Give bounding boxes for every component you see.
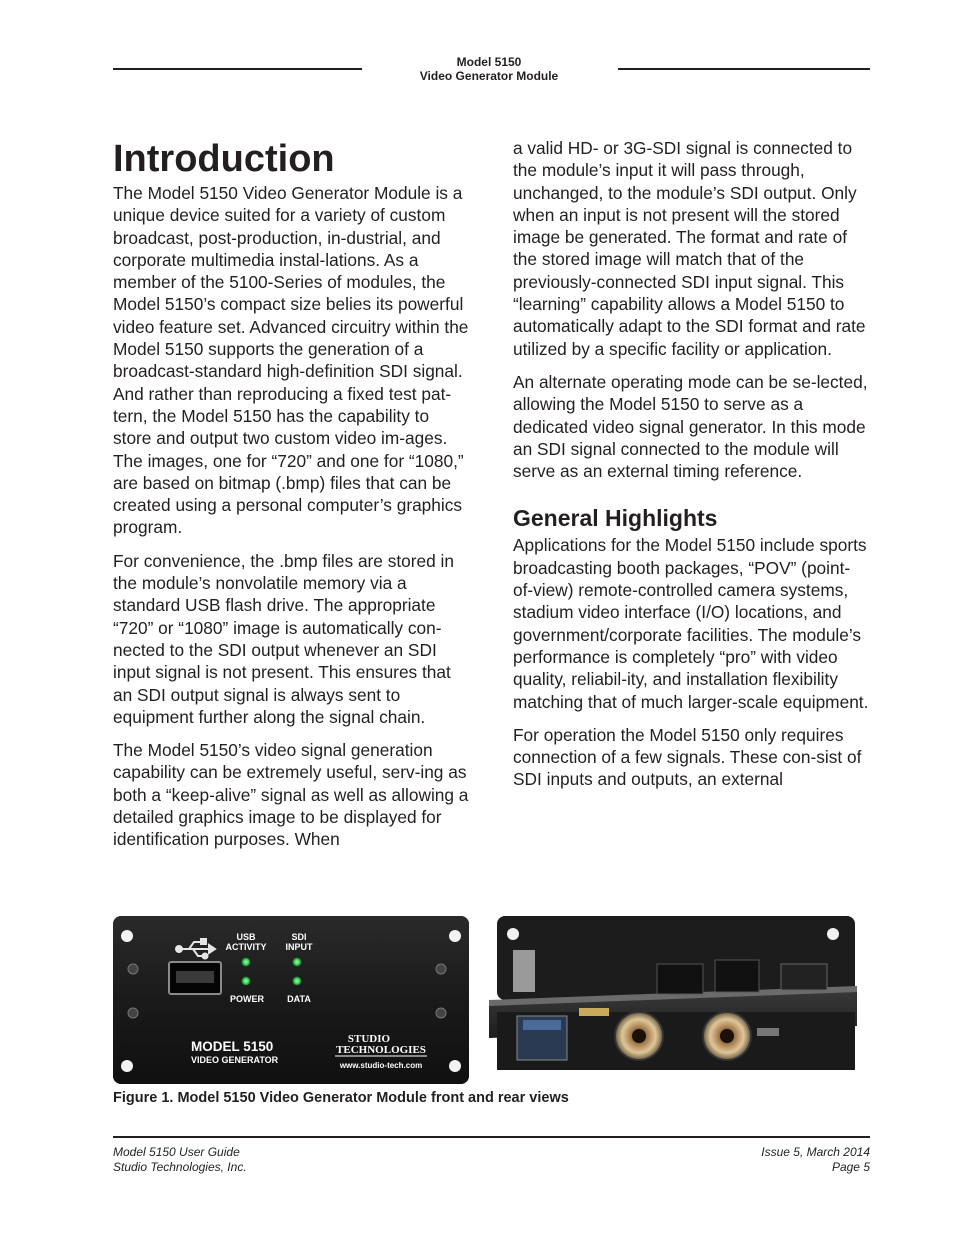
mounting-hole-icon	[449, 930, 461, 942]
intro-paragraph-3: The Model 5150’s video signal generation capability can be extremely useful, serv-ing as both a “keep-alive” signal as well as allowing a detailed graphics image to be displayed for identification purposes. When	[113, 740, 469, 850]
section-heading-general-highlights: General Highlights	[513, 505, 718, 532]
intro-paragraph-4: a valid HD- or 3G-SDI signal is connected to the module’s input it will pass through, unchanged, to the module’s SDI output. Only when an input is not present will the stored image be generated. The format and rate of the stored image will match that of the previously-connected SDI input signal. This “learning” capability allows a Model 5150 to automatically adapt to the SDI format and rate utilized by a specific facility or application.	[513, 138, 866, 359]
screw-icon	[436, 1008, 446, 1018]
led-power-icon	[242, 977, 251, 986]
highlights-paragraph-1: Applications for the Model 5150 include sports broadcasting booth packages, “POV” (point-of-view) remote-controlled camera systems, stadium video interface (I/O) locations, and government/corporate facilities. The module’s performance is completely “pro” with video quality, reliabil-ity, and installation flexibility matching that of much larger-scale equipment.	[513, 535, 869, 712]
header-rule-right	[618, 68, 870, 70]
footer-issue: Issue 5, March 2014	[761, 1145, 870, 1159]
brand-url: www.studio-tech.com	[339, 1061, 423, 1070]
brand-studio: STUDIO	[347, 1033, 391, 1045]
right-column	[513, 137, 869, 802]
footer-page-number: Page 5	[831, 1160, 870, 1174]
rear-panel-illustration	[489, 916, 857, 1084]
rear-panel-photo	[489, 916, 857, 1084]
header-model: Model 5150	[456, 55, 522, 69]
label-usb: USB	[236, 932, 256, 942]
led-usb-activity-icon	[242, 958, 251, 967]
header-product: Video Generator Module	[419, 69, 559, 83]
mounting-hole-icon	[121, 930, 133, 942]
mounting-hole-icon	[449, 1060, 461, 1072]
dip-switch-icon	[781, 964, 827, 990]
footer-rule	[113, 1136, 870, 1138]
label-model: MODEL 5150	[191, 1039, 274, 1054]
mounting-hole-icon	[827, 928, 839, 940]
footer-left	[113, 1145, 247, 1175]
label-sdi: SDI	[291, 932, 307, 942]
mounting-hole-icon	[507, 928, 519, 940]
section-heading-introduction: Introduction	[113, 138, 335, 180]
intro-paragraph-5: An alternate operating mode can be se-lected, allowing the Model 5150 to serve as a dedicated video signal generator. In this mode an SDI signal connected to the module will serve as an external timing reference.	[513, 371, 868, 482]
screw-icon	[128, 1008, 138, 1018]
label-data: DATA	[287, 994, 311, 1004]
front-panel-photo	[113, 916, 469, 1084]
led-data-icon	[293, 977, 302, 986]
label-input: INPUT	[285, 942, 313, 952]
front-panel-illustration	[113, 916, 469, 1084]
left-column	[113, 138, 469, 862]
screw-icon	[436, 964, 446, 974]
label-video-generator: VIDEO GENERATOR	[191, 1055, 279, 1065]
intro-paragraph-2: For convenience, the .bmp files are stored in the module’s nonvolatile memory via a standard USB flash drive. The appropriate “720” or “1080” image is automatically con-nected to the SDI output whenever an SDI input signal is not present. This ensures that an SDI output signal is always sent to equipment further along the signal chain.	[113, 550, 455, 727]
intro-paragraph-1: The Model 5150 Video Generator Module is a unique device suited for a variety of custom broadcast, post-production, in-dustrial, and corporate multimedia instal-lations. As a member of the 5100-Series of modules, the Model 5150’s compact size belies its powerful video feature set. Advanced circuitry within the Model 5150 supports the generation of a broadcast-standard high-definition SDI signal. And rather than reproducing a fixed test pat-tern, the Model 5150 has the capability to store and output two custom video im-ages. The images, one for “720” and one for “1080,” are based on bitmap (.bmp) files that can be created using a personal computer’s graphics program.	[113, 183, 469, 538]
footer-guide-title: Model 5150 User Guide	[113, 1145, 240, 1159]
led-sdi-input-icon	[293, 958, 302, 967]
header-rule-left	[113, 68, 362, 70]
header-connector-icon	[715, 960, 759, 992]
footer-company: Studio Technologies, Inc.	[113, 1160, 247, 1174]
highlights-paragraph-2: For operation the Model 5150 only requires connection of a few signals. These con-sist of SDI inputs and outputs, an external	[513, 724, 862, 790]
mounting-hole-icon	[121, 1060, 133, 1072]
label-power: POWER	[229, 994, 265, 1004]
label-activity: ACTIVITY	[225, 942, 267, 952]
header-connector-icon	[657, 964, 703, 994]
footer-right	[761, 1145, 870, 1175]
screw-icon	[128, 964, 138, 974]
figure-caption: Figure 1. Model 5150 Video Generator Module front and rear views	[113, 1090, 569, 1106]
page-header	[362, 55, 616, 83]
brand-technologies: TECHNOLOGIES	[336, 1044, 426, 1056]
